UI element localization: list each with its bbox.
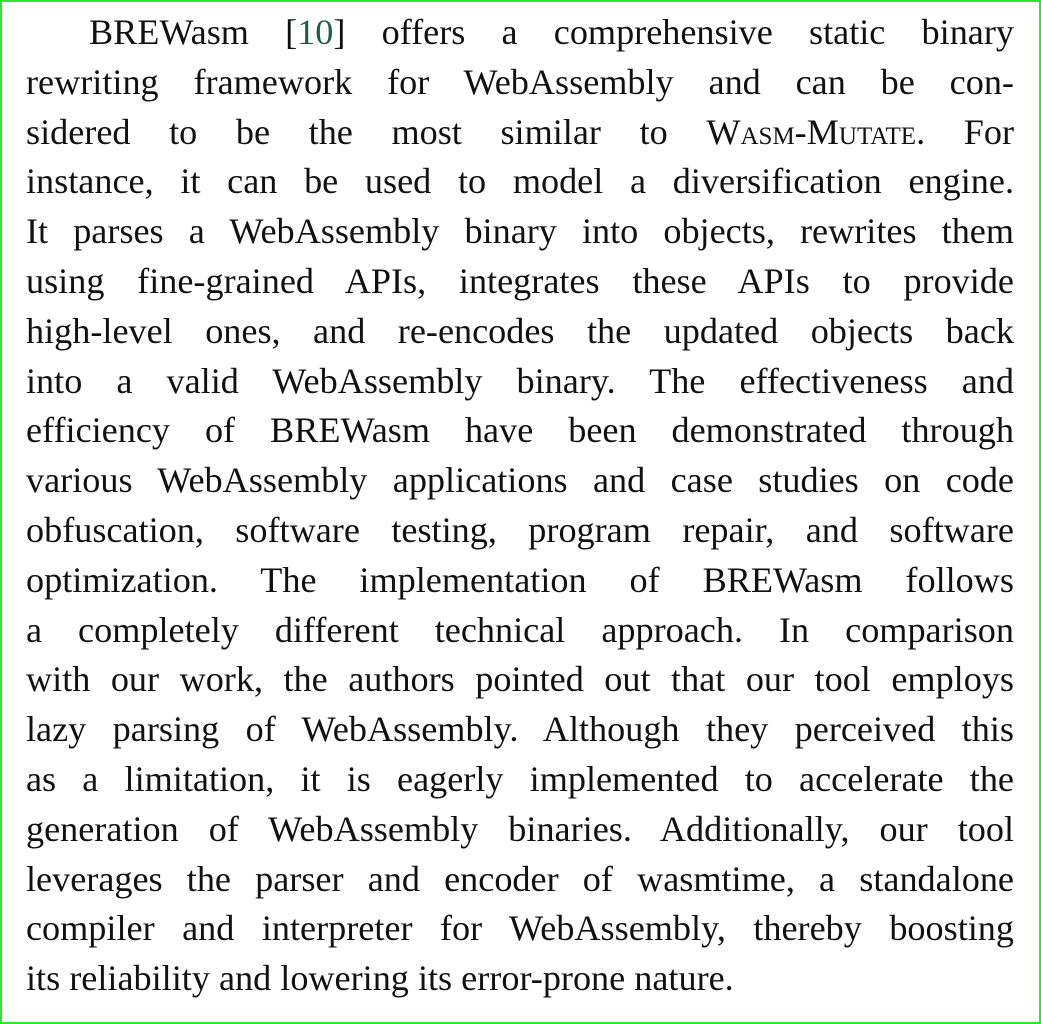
text-line: obfuscation, software testing, program repair, and software (26, 509, 1014, 550)
text-line: into a valid WebAssembly binary. The effectiveness and (26, 360, 1014, 401)
line-text: BREWasm [ (89, 12, 298, 52)
text-line: various WebAssembly applications and case studies on code (26, 460, 1014, 501)
text-line: as a limitation, it is eagerly implemented to accelerate the (26, 758, 1014, 799)
text-line: compiler and interpreter for WebAssembly, thereby boosting (26, 908, 1014, 949)
citation-link[interactable]: 10 (297, 12, 334, 52)
line-text: ] offers a comprehensive static binary (333, 12, 1014, 52)
text-line (26, 8, 1014, 58)
text-line: using fine-grained APIs, integrates these APIs to provide (26, 260, 1014, 301)
text-line: leverages the parser and encoder of wasmtime, a standalone (26, 858, 1014, 899)
text-line: It parses a WebAssembly binary into objects, rewrites them (26, 211, 1014, 252)
body-paragraph (26, 8, 1014, 1004)
text-line: generation of WebAssembly binaries. Additionally, our tool (26, 808, 1014, 849)
text-line: lazy parsing of WebAssembly. Although they perceived this (26, 709, 1014, 750)
text-line: optimization. The implementation of BREWasm follows (26, 559, 1014, 600)
text-line: efficiency of BREWasm have been demonstrated through (26, 410, 1014, 451)
text-line: a completely different technical approach. In comparison (26, 609, 1014, 650)
text-line: high-level ones, and re-encodes the updated objects back (26, 310, 1014, 351)
text-line: rewriting framework for WebAssembly and can be con- (26, 61, 1014, 102)
text-line: instance, it can be used to model a diversification engine. (26, 161, 1014, 202)
line-text: . For (916, 111, 1014, 152)
text-line: with our work, the authors pointed out that our tool employs (26, 659, 1014, 700)
tool-name: Wasm-Mutate (706, 111, 917, 152)
text-line (26, 108, 1014, 158)
line-text: sidered to be the most similar to (26, 111, 707, 152)
text-line: its reliability and lowering its error-prone nature. (26, 958, 734, 999)
